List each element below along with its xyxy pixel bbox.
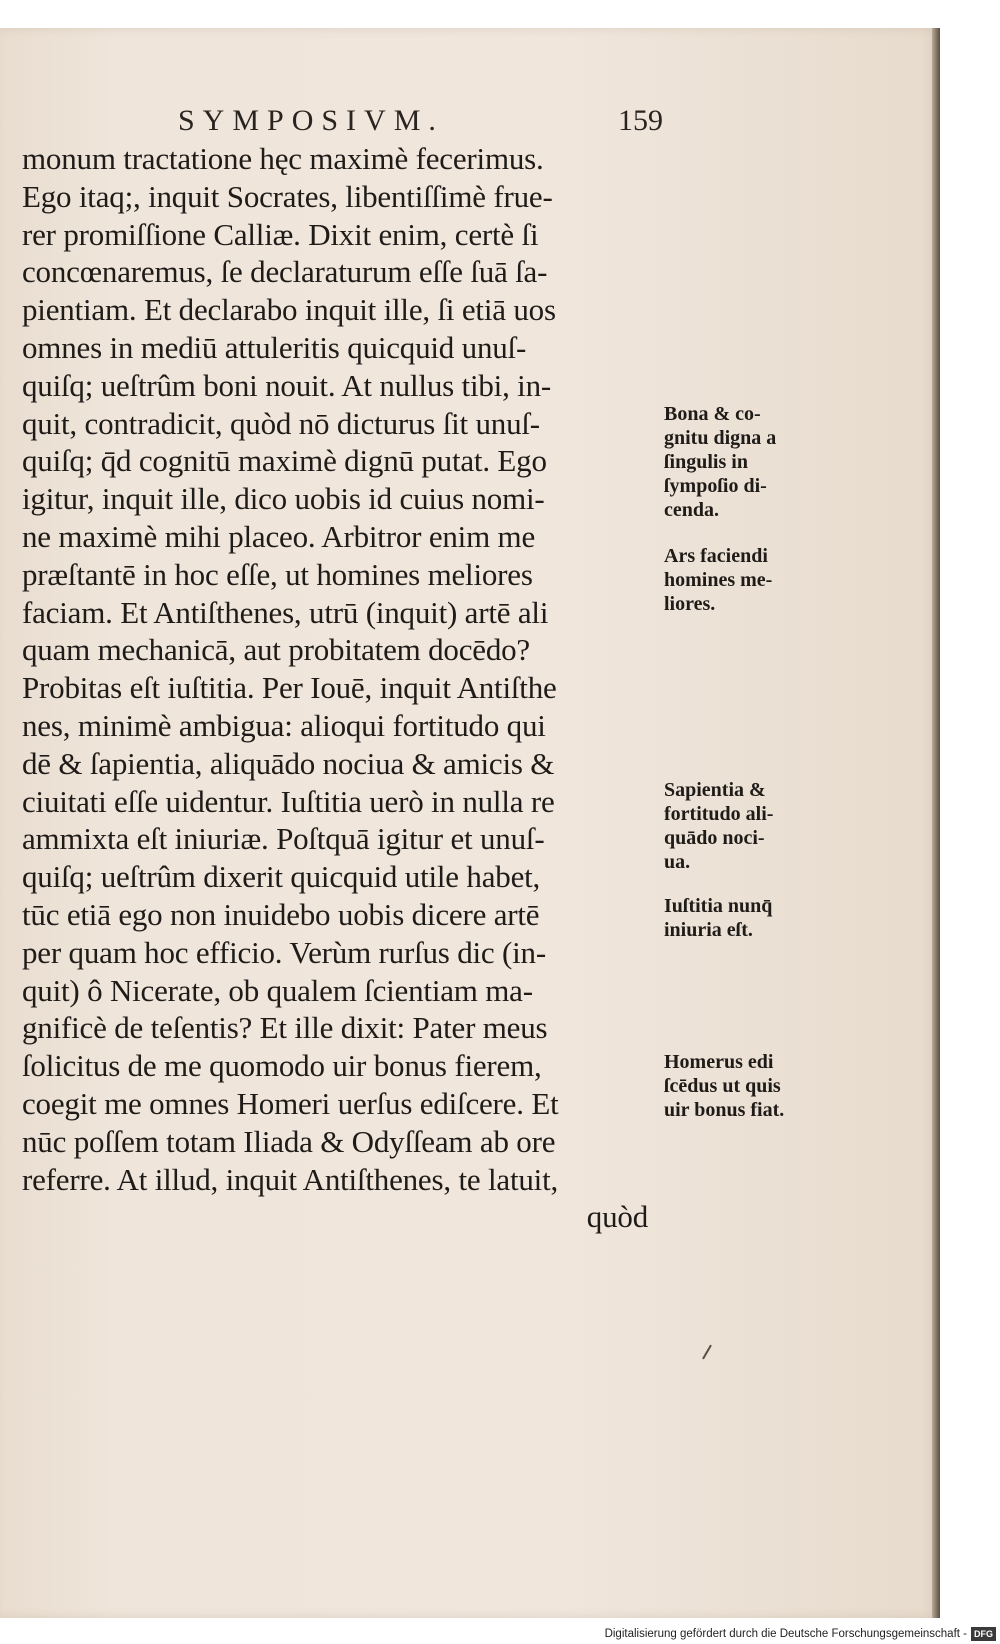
text-line: per quam hoc efficio. Verùm rurſus dic (in- bbox=[22, 934, 546, 970]
text-line: coegit me omnes Homeri uerſus ediſcere. Et bbox=[22, 1085, 559, 1121]
catchword: quòd bbox=[586, 1199, 648, 1235]
marginal-gloss bbox=[664, 544, 824, 616]
text-line: quiſq; q̄d cognitū maximè dignū putat. Ego bbox=[22, 443, 547, 479]
gloss-line: Homerus edi bbox=[664, 1051, 774, 1073]
text-line: Probitas eſt iuſtitia. Per Iouē, inquit Antiſthe bbox=[22, 670, 557, 706]
text-line: nes, minimè ambigua: alioqui fortitudo qui bbox=[22, 707, 546, 743]
text-line: pientiam. Et declarabo inquit ille, ſi etiā uos bbox=[22, 292, 556, 328]
gloss-line: homines me- bbox=[664, 569, 773, 591]
text-line: faciam. Et Antiſthenes, utrū (inquit) artē ali bbox=[22, 594, 549, 630]
gloss-line: ſcēdus ut quis bbox=[664, 1075, 781, 1097]
text-line: ne maximè mihi placeo. Arbitror enim me bbox=[22, 518, 536, 554]
page-header bbox=[170, 104, 670, 144]
marginal-gloss bbox=[664, 1050, 824, 1122]
text-line: Ego itaq;, inquit Socrates, libentiſſimè frue- bbox=[22, 178, 553, 214]
gloss-line: Iuſtitia nunq̄ bbox=[664, 895, 773, 917]
credit-text: Digitalisierung gefördert durch die Deutsche Forschungsgemeinschaft - bbox=[604, 1628, 967, 1640]
gloss-line: liores. bbox=[664, 593, 716, 615]
text-line: referre. At illud, inquit Antiſthenes, te latuit, bbox=[22, 1161, 559, 1197]
text-line: quam mechanicā, aut probitatem docēdo? bbox=[22, 632, 530, 668]
body-text bbox=[22, 140, 662, 1236]
gloss-line: quādo noci- bbox=[664, 827, 765, 849]
marginal-gloss bbox=[664, 894, 824, 942]
text-line: ſolicitus de me quomodo uir bonus fierem, bbox=[22, 1048, 542, 1084]
text-line: præſtantē in hoc eſſe, ut homines meliores bbox=[22, 556, 533, 592]
text-line: tūc etiā ego non inuidebo uobis dicere artē bbox=[22, 896, 540, 932]
text-line: concœnaremus, ſe declaraturum eſſe ſuā ſa- bbox=[22, 254, 548, 290]
text-line: omnes in mediū attuleritis quicquid unuſ- bbox=[22, 329, 527, 365]
text-line: nūc poſſem totam Iliada & Odyſſeam ab ore bbox=[22, 1123, 556, 1159]
text-line: ammixta eſt iniuriæ. Poſtquā igitur et unuſ- bbox=[22, 821, 545, 857]
running-head: SYMPOSIVM. bbox=[178, 104, 444, 137]
text-line: quiſq; ueſtrûm dixerit quicquid utile habet, bbox=[22, 859, 541, 895]
text-line: quiſq; ueſtrûm boni nouit. At nullus tibi, in- bbox=[22, 367, 552, 403]
digitization-credit bbox=[600, 1624, 1000, 1644]
text-line: monum tractatione hęc maximè fecerimus. bbox=[22, 141, 544, 176]
text-line: quit) ô Nicerate, ob qualem ſcientiam ma- bbox=[22, 972, 533, 1008]
text-line: dē & ſapientia, aliquādo nociua & amicis & bbox=[22, 745, 555, 781]
text-line: igitur, inquit ille, dico uobis id cuius nomi- bbox=[22, 481, 545, 517]
text-line: ciuitati eſſe uidentur. Iuſtitia uerò in nulla re bbox=[22, 783, 555, 819]
gloss-line: fortitudo ali- bbox=[664, 803, 774, 825]
gloss-line: cenda. bbox=[664, 499, 719, 521]
gloss-line: ſympoſio di- bbox=[664, 475, 767, 497]
page-edge bbox=[932, 28, 940, 1618]
text-line: gnificè de teſentis? Et ille dixit: Pater meus bbox=[22, 1010, 548, 1046]
page-number: 159 bbox=[618, 104, 663, 137]
gloss-line: uir bonus fiat. bbox=[664, 1099, 785, 1121]
gloss-line: gnitu digna a bbox=[664, 427, 777, 449]
gloss-line: ſingulis in bbox=[664, 451, 748, 473]
gloss-line: Bona & co- bbox=[664, 403, 761, 425]
marginal-gloss bbox=[664, 402, 824, 522]
gloss-line: iniuria eſt. bbox=[664, 919, 753, 941]
text-line: quit, contradicit, quòd nō dicturus ſit unuſ- bbox=[22, 405, 540, 441]
text-line: rer promiſſione Calliæ. Dixit enim, certè ſi bbox=[22, 216, 539, 252]
gloss-line: ua. bbox=[664, 851, 691, 873]
gloss-line: Ars faciendi bbox=[664, 545, 768, 567]
dfg-logo: DFG bbox=[971, 1627, 996, 1641]
marginal-gloss bbox=[664, 778, 824, 874]
gloss-line: Sapientia & bbox=[664, 779, 766, 801]
